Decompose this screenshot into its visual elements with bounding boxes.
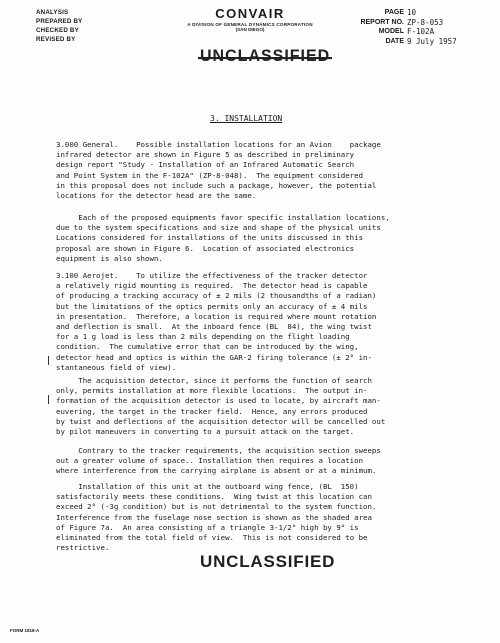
date-row — [358, 37, 457, 47]
company-name: CONVAIR — [215, 6, 285, 21]
model-row — [358, 27, 457, 37]
paragraph-outboard: Installation of this unit at the outboard wing fence, (BL 150) satisfactorily meets these conditions. Wing twist at this location can exceed 2° (-3g condition) but is not detrimental to the system function. Interference from the fuselage nose section is shown as the shaded area of Figure 7a. An area consisting of a triangle 3-1/2° high by 9° is eliminated from the total field of view. This is not considered to be restrictive. — [56, 482, 377, 553]
paragraph-contrary: Contrary to the tracker requirements, the acquisition section sweeps out a greater volume of space.. Installation then requires a location where interference from the carrying airplane is absent or at a minimum. — [56, 446, 381, 476]
company-header — [150, 6, 350, 32]
classification-stamp-top — [200, 48, 330, 67]
prepared-by-label: PREPARED BY — [36, 18, 83, 25]
paragraph-locations: Each of the proposed equipments favor specific installation locations, due to the system specifications and size and shape of the physical units Locations considered for installations of the units discussed in this proposal are shown in Figure 6. Location of associated electronics equipment is also shown. — [56, 213, 390, 263]
date-value: 9 July 1957 — [407, 36, 457, 46]
report-number: ZP-8-053 — [407, 17, 444, 27]
report-label: REPORT NO. — [360, 18, 404, 26]
classification-stamp-bottom: UNCLASSIFIED — [200, 552, 336, 571]
model-label: MODEL — [378, 28, 404, 35]
strike-through-line — [198, 57, 332, 59]
report-info — [358, 8, 457, 46]
checked-by-label: CHECKED BY — [36, 27, 79, 34]
page-row — [358, 8, 457, 18]
model-value: F-102A — [407, 27, 435, 36]
paragraph-aerojet: 3.100 Aerojet. To utilize the effectiveness of the tracker detector a relatively rigid mounting is required. The detector head is capable of producing a tracking accuracy of ± 2 mils (2 thousandths of a radian) but the limitations of the optics permits only an accuracy of ± 4 mils in presentation. Therefore, a location is required where mount rotation and deflection is small. At the inboard fence (BL 84), the wing twist for a 1 g load is less than 2 mils depending on the flight loading condition. The cumulative error that can be introduced by the wing, detector head and optics is within the GAR-2 firing tolerance (± 2° in- stantaneous field of view). — [56, 271, 377, 372]
form-number: FORM 1818-A — [10, 628, 40, 633]
date-label: DATE — [385, 37, 404, 45]
revision-margin-bar — [48, 395, 49, 404]
page-label: PAGE — [384, 9, 404, 16]
division-line: A DIVISION OF GENERAL DYNAMICS CORPORATION — [187, 22, 313, 27]
page-number: 10 — [407, 8, 417, 17]
header-left-labels — [36, 8, 82, 44]
section-title: 3. INSTALLATION — [210, 114, 283, 123]
revised-by-label: REVISED BY — [36, 36, 76, 43]
analysis-label: ANALYSIS — [36, 9, 69, 16]
report-row — [358, 18, 457, 28]
paragraph-acquisition: The acquisition detector, since it performs the function of search only, permits installation at more flexible locations. The output in- formation of the acquisition detector is used to locate, by aircraft man- euvering, the target in the tracker field. Hence, any errors produced by twist and deflections of the acquisition detector will be cancelled out by pilot maneuvers in converting to a pursuit attack on the target. — [56, 376, 386, 437]
revision-margin-bar — [48, 356, 49, 365]
paragraph-general: 3.000 General. Possible installation locations for an Avion package infrared detector are shown in Figure 5 as described in preliminary design report "Study - Installation of an Infrared Automatic Search and Point System in the F-102A" (ZP-8-048). The equipment considered in this proposal does not include such a package, however, the potential locations for the detector head are the same. — [56, 140, 381, 201]
location-line: (SAN DIEGO) — [235, 27, 265, 32]
